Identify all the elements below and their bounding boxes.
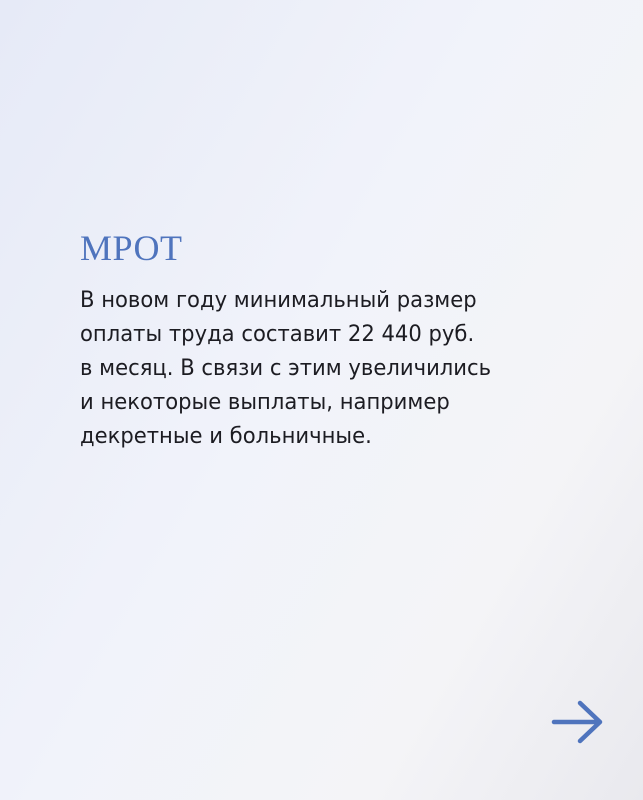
next-slide-button[interactable] [550, 698, 606, 746]
body-line: в месяц. В связи с этим увеличились [80, 356, 492, 381]
body-line: оплаты труда составит 22 440 руб. [80, 322, 475, 347]
body-line: и некоторые выплаты, например [80, 390, 450, 415]
slide-body-text [80, 284, 580, 454]
body-line: декретные и больничные. [80, 424, 372, 449]
arrow-right-icon [550, 698, 606, 746]
slide-title: МРОТ [80, 228, 183, 268]
body-line: В новом году минимальный размер [80, 288, 477, 313]
